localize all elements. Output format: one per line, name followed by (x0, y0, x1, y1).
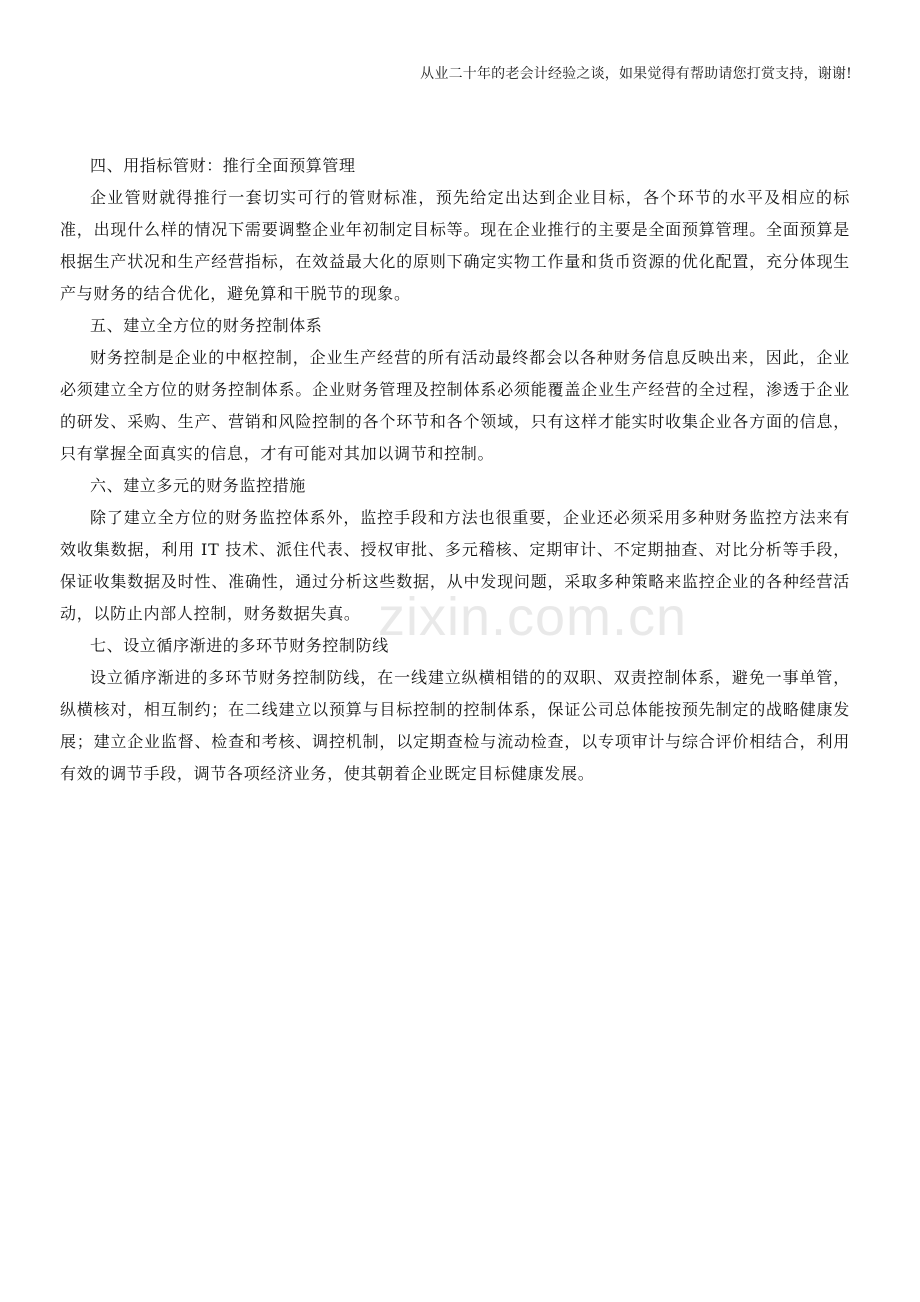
section-heading: 四、用指标管财：推行全面预算管理 (90, 156, 356, 175)
section-6 (60, 470, 850, 630)
watermark: zixin.com.cn (378, 587, 688, 647)
section-paragraph: 除了建立全方位的财务监控体系外，监控手段和方法也很重要，企业还必须采用多种财务监控方法来有效收集数据，利用 IT 技术、派住代表、授权审批、多元稽核、定期审计、不定期抽查、对比分析等手段，保证收集数据及时性、准确性，通过分析这些数据，从中发现问题，采取多种策略来监控企业的各种经营活动，以防止内部人控制，财务数据失真。 (60, 508, 850, 623)
page-header-note: 从业二十年的老会计经验之谈，如果觉得有帮助请您打赏支持，谢谢! (420, 66, 852, 82)
section-heading: 五、建立全方位的财务控制体系 (90, 316, 323, 335)
section-paragraph: 企业管财就得推行一套切实可行的管财标准，预先给定出达到企业目标，各个环节的水平及相应的标准，出现什么样的情况下需要调整企业年初制定目标等。现在企业推行的主要是全面预算管理。全面预算是根据生产状况和生产经营指标，在效益最大化的原则下确定实物工作量和货币资源的优化配置，充分体现生产与财务的结合优化，避免算和干脱节的现象。 (60, 188, 850, 303)
section-paragraph: 财务控制是企业的中枢控制，企业生产经营的所有活动最终都会以各种财务信息反映出来，因此，企业必须建立全方位的财务控制体系。企业财务管理及控制体系必须能覆盖企业生产经营的全过程，渗透于企业的研发、采购、生产、营销和风险控制的各个环节和各个领域，只有这样才能实时收集企业各方面的信息，只有掌握全面真实的信息，才有可能对其加以调节和控制。 (60, 348, 850, 463)
section-5 (60, 310, 850, 470)
section-4 (60, 150, 850, 310)
section-heading: 六、建立多元的财务监控措施 (90, 476, 306, 495)
section-paragraph: 设立循序渐进的多环节财务控制防线，在一线建立纵横相错的的双职、双责控制体系，避免一事单管，纵横核对，相互制约；在二线建立以预算与目标控制的控制体系，保证公司总体能按预先制定的战略健康发展；建立企业监督、检查和考核、调控机制，以定期查检与流动检查，以专项审计与综合评价相结合，利用有效的调节手段，调节各项经济业务，使其朝着企业既定目标健康发展。 (60, 668, 850, 783)
section-heading: 七、设立循序渐进的多环节财务控制防线 (90, 636, 389, 655)
section-7 (60, 630, 850, 790)
document-body (60, 150, 850, 790)
